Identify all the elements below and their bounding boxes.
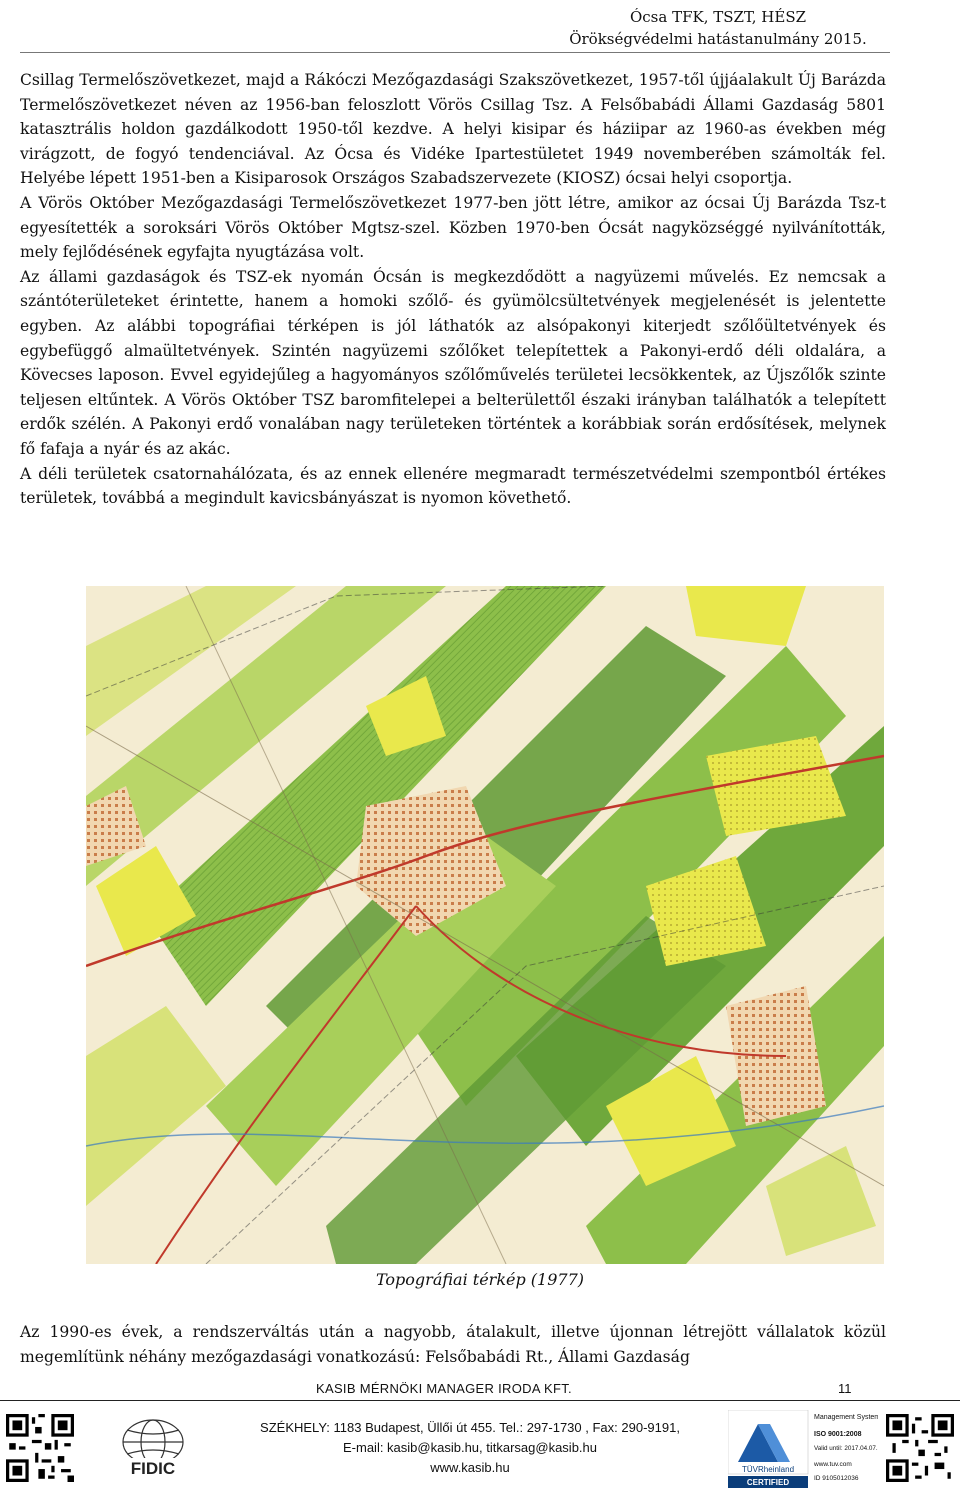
paragraph: A déli területek csatornahálózata, és az ennek ellenére megmaradt természetvédelmi szempontból értékes területek, továbbá a megindult kavicsbányászat is nyomon követhető. [20, 464, 886, 508]
cert-id: ID 9105012036 [814, 1475, 859, 1482]
footer-website: www.kasib.hu [430, 1460, 510, 1475]
qr-code-icon [886, 1414, 954, 1482]
paragraph: Az 1990-es évek, a rendszerváltás után a nagyobb, átalakult, illetve újonnan létrejött vállalatok közül megemlítünk néhány mezőgazdasági vonatkozású: Felsőbabádi Rt., Állami Gazdaság [20, 1323, 886, 1366]
cert-valid: Valid until: 2017.04.07. [814, 1445, 878, 1452]
cert-url: www.tuv.com [814, 1461, 852, 1468]
footer-rule [0, 1400, 960, 1401]
cert-standard: ISO 9001:2008 [814, 1431, 862, 1438]
paragraph: Csillag Termelőszövetkezet, majd a Rákóczi Mezőgazdasági Szakszövetkezet, 1957-től újjáalakult Új Barázda Termelőszövetkezet néven az 1956-ban feloszlott Vörös Csillag Tsz. A Felsőbabádi Állami Gazdaság 5801 katasztrális holdon gazdálkodott 1950-től kezdve. A helyi kisipar és háziipar az 1960-as években még virágzott, de fogyó tendenciával. Az Ócsa és Vidéke Ipartestületet 1949 novemberében számolták fel. Helyébe lépett 1951-ben a Kisiparosok Országos Szabadszervezete (KIOSZ) ócsai helyi csoportja. [20, 71, 886, 188]
paragraph: Az állami gazdaságok és TSZ-ek nyomán Ócsán is megkezdődött a nagyüzemi művelés. Ez nemcsak a szántóterületeket érintette, hanem a homoki szőlő- és gyümölcsültetvények megjelenését is jelentette egyben. Az alábbi topográfiai térképen is jól láthatók az alsópakonyi kiterjedt szőlőültetvények és egybefüggő almaültetvények. Szintén nagyüzemi szőlőket telepítettek a Pakonyi-erdő déli oldalára, a Kövecses laposon. Evvel egyidejűleg a hagyományos szőlőművelés területei lecsökkentek, az Újszőlők szinte teljesen eltűntek. A Vörös Október TSZ baromfitelepei a belterülettől északi irányban találhatók a telepített erdők szélén. A Pakonyi erdő vonalában nagy területeken történtek a korábbiak során erdősítések, melynek fő fafaja a nyár és az akác. [20, 267, 886, 458]
body-text [20, 68, 886, 511]
body-text-continued [20, 1320, 886, 1369]
qr-code-icon [6, 1414, 74, 1482]
figure-caption: Topográfiai térkép (1977) [375, 1270, 585, 1289]
fidic-label: FIDIC [130, 1459, 176, 1478]
footer-address: SZÉKHELY: 1183 Budapest, Üllői út 455. Tel.: 297-1730 , Fax: 290-9191, [260, 1420, 680, 1435]
fidic-logo-icon [112, 1412, 194, 1486]
header-title: Ócsa TFK, TSZT, HÉSZ [629, 8, 807, 26]
header-rule [20, 52, 890, 53]
certification-badge [728, 1410, 878, 1488]
footer-address-block [210, 1418, 730, 1478]
page-header [548, 6, 888, 50]
footer-email: E-mail: kasib@kasib.hu, titkarsag@kasib.hu [343, 1440, 597, 1455]
cert-certified: CERTIFIED [746, 1478, 790, 1487]
header-subtitle: Örökségvédelmi hatástanulmány 2015. [569, 30, 867, 48]
paragraph: A Vörös Október Mezőgazdasági Termelőszövetkezet 1977-ben jött létre, amikor az ócsai Új Barázda Tsz-t egyesítették a soroksári Vörös Október Mgtsz-szel. Közben 1970-ben Ócsát nagyközséggé nyilvánították, mely fejlődésének egyfajta nyugtázása volt. [20, 193, 886, 262]
cert-brand: TÜVRheinland [741, 1465, 795, 1474]
topographic-map-image [86, 586, 884, 1264]
cert-system: Management System [814, 1414, 878, 1421]
footer-company: KASIB MÉRNÖKI MANAGER IRODA KFT. [316, 1381, 572, 1396]
page-number: 11 [838, 1381, 852, 1396]
